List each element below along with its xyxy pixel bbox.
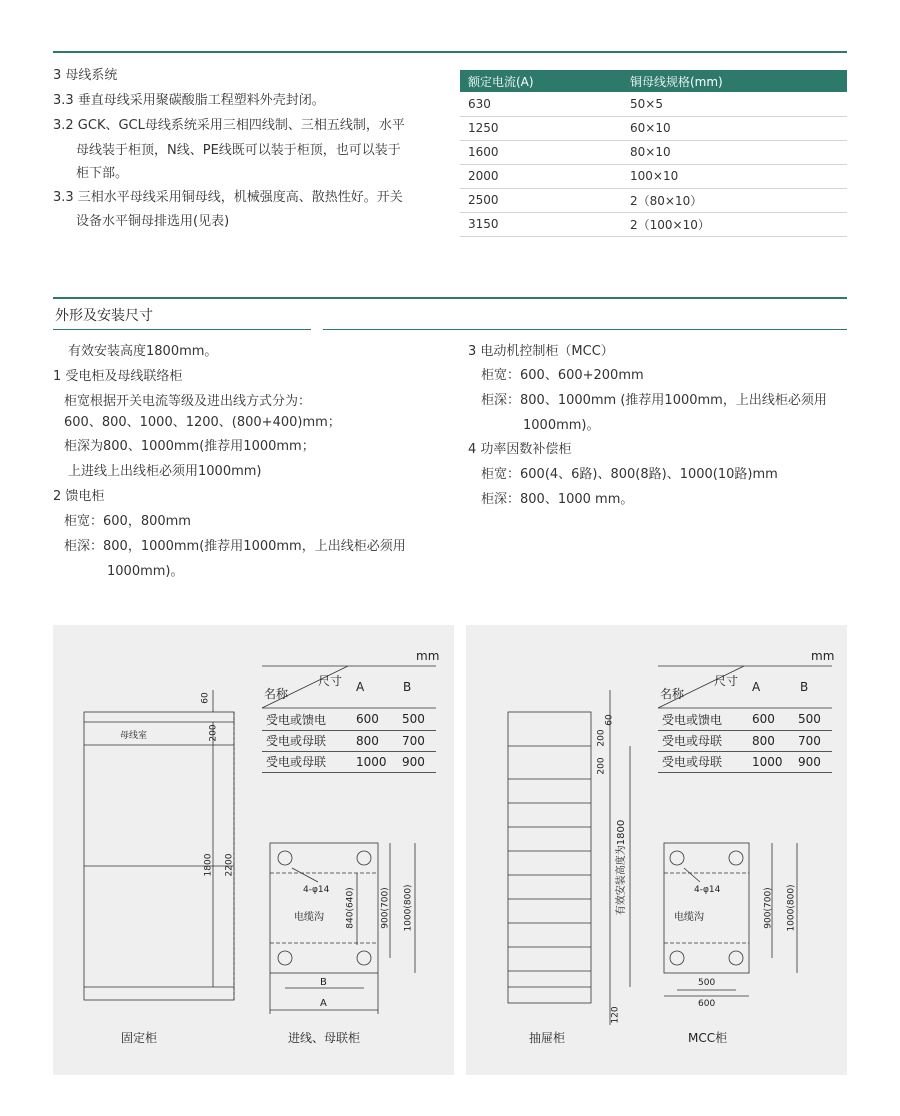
table-name-header: 名称: [660, 687, 685, 701]
busbar-item: 3.2 GCK、GCL母线系统采用三相四线制、三相五线制，水平: [53, 118, 405, 133]
hole-leader: [292, 868, 318, 882]
effective-height-label: 有效安装高度为1800: [616, 819, 628, 916]
dim-1000-label: 1000(800): [786, 884, 797, 932]
dim-right-line: 柜宽：600(4、6路)、800(8路)、1000(10路)mm: [481, 467, 778, 482]
busbar-item: 母线装于柜顶，N线、PE线既可以装于柜顶，也可以装于: [76, 143, 401, 158]
hole-icon: [729, 951, 743, 965]
cell-b: 700: [794, 730, 832, 751]
cell-current: 2000: [460, 164, 622, 188]
cell-a: 1000: [352, 751, 398, 772]
cell-b: 900: [398, 751, 436, 772]
dim-left-line: 2 馈电柜: [53, 489, 105, 504]
dim-840-label: 840(640): [345, 887, 356, 929]
inlet-plan-outline: [270, 843, 378, 973]
col-b-header: B: [403, 680, 412, 694]
col-a-header: A: [752, 680, 761, 694]
dim-200a-label: 200: [596, 729, 607, 747]
cell-name: 受电或馈电: [658, 709, 748, 730]
hole-icon: [278, 851, 292, 865]
dim-b-label: B: [320, 977, 327, 988]
header-rated-current: 额定电流(A): [460, 70, 622, 92]
cell-name: 受电或母联: [658, 730, 748, 751]
table-size-header: 尺寸: [318, 674, 343, 688]
cell-name: 受电或母联: [262, 730, 352, 751]
cell-b: 700: [398, 730, 436, 751]
unit-label: mm: [811, 649, 835, 663]
col-b-header: B: [800, 680, 809, 694]
caption-drawer-cabinet: 抽屉柜: [529, 1031, 566, 1045]
right-dim-table: [658, 709, 832, 773]
cell-spec: 100×10: [622, 164, 847, 188]
unit-label: mm: [416, 649, 440, 663]
cell-a: 1000: [748, 751, 794, 772]
dim-left-line: 柜宽根据开关电流等级及进出线方式分为：: [64, 394, 312, 409]
trench-label: 电缆沟: [294, 912, 324, 923]
cell-spec: 50×5: [622, 92, 847, 116]
cell-current: 630: [460, 92, 622, 116]
dim-right-line: 4 功率因数补偿柜: [468, 442, 572, 457]
caption-inlet-cabinet: 进线、母联柜: [288, 1031, 361, 1045]
hole-icon: [357, 951, 371, 965]
dim-a-label: A: [320, 998, 327, 1009]
dim-left-line: 1000mm)。: [107, 564, 184, 579]
dim-60-label: 60: [604, 714, 615, 726]
cell-name: 受电或母联: [262, 751, 352, 772]
hole-icon: [670, 951, 684, 965]
drawer-cabinet-outline: [508, 712, 591, 1003]
dim-left-line: 柜深为800、1000mm(推荐用1000mm；: [64, 439, 315, 454]
header-busbar-spec: 铜母线规格(mm): [622, 70, 847, 92]
dim-600-label: 600: [698, 999, 716, 1009]
busbar-room-label: 母线室: [120, 731, 148, 741]
cell-a: 600: [352, 709, 398, 730]
busbar-item: 3.3 垂直母线采用聚碳酸脂工程塑料外壳封闭。: [53, 93, 325, 108]
table-row: [658, 709, 832, 730]
dim-500-label: 500: [698, 978, 716, 988]
cell-a: 600: [748, 709, 794, 730]
dim-200-label: 200: [208, 724, 219, 742]
hole-icon: [729, 851, 743, 865]
dim-right-line: 柜深：800、1000mm (推荐用1000mm，上出线柜必须用: [481, 393, 827, 408]
cell-b: 500: [794, 709, 832, 730]
table-row: [262, 709, 436, 730]
cell-a: 800: [748, 730, 794, 751]
left-dim-table: [262, 709, 436, 773]
cell-b: 900: [794, 751, 832, 772]
hole-label: 4-φ14: [303, 885, 330, 895]
section-title: 外形及安装尺寸: [55, 308, 153, 324]
dim-1000-label: 1000(800): [403, 884, 414, 932]
hole-label: 4-φ14: [694, 885, 721, 895]
dim-left-line: 上进线上出线柜必须用1000mm): [68, 464, 262, 479]
busbar-item: 3.3 三相水平母线采用铜母线，机械强度高、散热性好。开关: [53, 190, 403, 205]
cell-spec: 80×10: [622, 140, 847, 164]
dim-120-label: 120: [610, 1006, 621, 1024]
cell-current: 3150: [460, 212, 622, 236]
trench-label: 电缆沟: [674, 912, 704, 923]
dim-right-line: 1000mm)。: [523, 418, 600, 433]
dim-left-line: 有效安装高度1800mm。: [68, 344, 218, 359]
cell-current: 1250: [460, 116, 622, 140]
busbar-item: 柜下部。: [76, 166, 129, 181]
dim-left-line: 600、800、1000、1200、(800+400)mm；: [64, 415, 341, 430]
hole-icon: [357, 851, 371, 865]
cell-a: 800: [352, 730, 398, 751]
dim-200b-label: 200: [596, 757, 607, 775]
dim-60-label: 60: [200, 692, 211, 704]
dim-left-line: 柜深：800，1000mm(推荐用1000mm，上出线柜必须用: [64, 539, 406, 554]
cell-current: 2500: [460, 188, 622, 212]
table-row: [262, 751, 436, 772]
table-row: [658, 751, 832, 772]
cell-spec: 2（80×10）: [622, 188, 847, 212]
cell-spec: 2（100×10）: [622, 212, 847, 236]
busbar-heading: 3 母线系统: [53, 68, 118, 83]
caption-mcc-cabinet: MCC柜: [688, 1031, 728, 1045]
caption-fixed-cabinet: 固定柜: [121, 1031, 158, 1045]
dim-left-line: 1 受电柜及母线联络柜: [53, 369, 183, 384]
dim-right-line: 柜宽：600、600+200mm: [481, 368, 644, 383]
cell-name: 受电或母联: [658, 751, 748, 772]
table-size-header: 尺寸: [714, 674, 739, 688]
dim-right-line: 3 电动机控制柜（MCC）: [468, 344, 614, 359]
hole-icon: [670, 851, 684, 865]
table-row: [262, 730, 436, 751]
dim-2200-label: 2200: [224, 853, 235, 877]
dim-900-label: 900(700): [380, 887, 391, 929]
cell-current: 1600: [460, 140, 622, 164]
table-name-header: 名称: [264, 687, 289, 701]
cell-name: 受电或馈电: [262, 709, 352, 730]
dim-left-line: 柜宽：600，800mm: [64, 514, 191, 529]
hole-icon: [278, 951, 292, 965]
dim-right-line: 柜深：800、1000 mm。: [481, 492, 634, 507]
cell-b: 500: [398, 709, 436, 730]
col-a-header: A: [356, 680, 365, 694]
busbar-item: 设备水平铜母排选用(见表): [76, 214, 230, 229]
dim-900-label: 900(700): [763, 887, 774, 929]
cell-spec: 60×10: [622, 116, 847, 140]
table-row: [658, 730, 832, 751]
dim-1800-label: 1800: [203, 853, 214, 877]
